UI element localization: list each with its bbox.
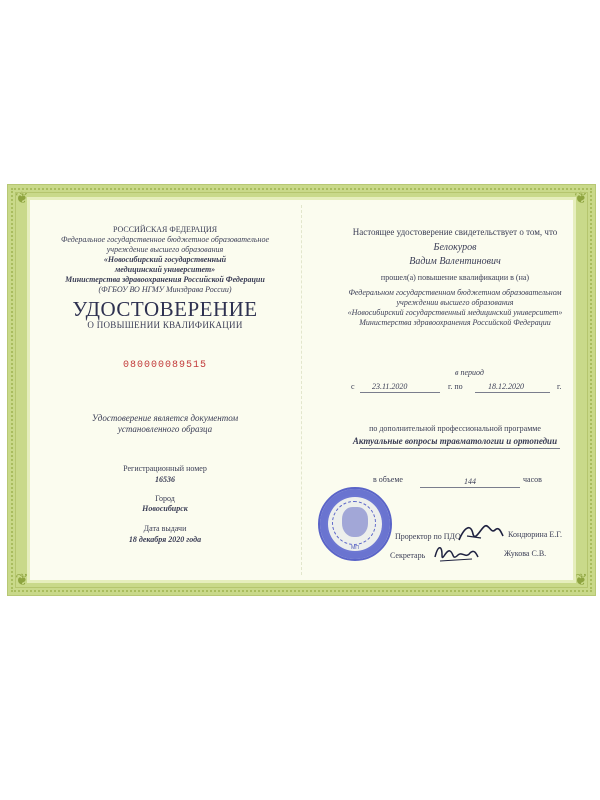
org-line: учреждение высшего образования xyxy=(106,245,224,254)
underline xyxy=(420,487,520,488)
document-title: УДОСТОВЕРЕНИЕ xyxy=(72,297,258,321)
prorector-label: Проректор по ПДО xyxy=(395,532,461,541)
holder-name: Вадим Валентинович xyxy=(409,256,501,267)
institution-line: Министерства здравоохранения Российской Федерации xyxy=(359,318,551,327)
doc-note: Удостоверение является документом xyxy=(91,413,239,423)
doc-note: установленного образца xyxy=(117,424,213,434)
hours-label: часов xyxy=(523,475,542,484)
passed-text: прошел(а) повышение квалификации в (на) xyxy=(380,273,530,282)
seal-icon xyxy=(318,487,392,561)
city-value: Новосибирск xyxy=(142,504,188,513)
intro-text: Настоящее удостоверение свидетельствует о том, что xyxy=(352,227,558,237)
date-from: 23.11.2020 xyxy=(372,382,408,391)
program-title: Актуальные вопросы травматологии и ортопедии xyxy=(352,436,558,446)
signature-icon xyxy=(432,541,482,567)
org-line: (ФГБОУ ВО НГМУ Минздрава России) xyxy=(98,285,232,294)
corner-ornament-icon: ❦ xyxy=(574,572,588,589)
date-to: 18.12.2020 xyxy=(488,382,524,391)
org-line: Министерства здравоохранения Российской Федерации xyxy=(65,275,265,284)
fold-line xyxy=(301,205,302,575)
corner-ornament-icon: ❦ xyxy=(15,572,29,589)
program-label: по дополнительной профессиональной программе xyxy=(369,424,541,433)
document-subtitle: О ПОВЫШЕНИИ КВАЛИФИКАЦИИ xyxy=(87,320,243,330)
serial-number: 080000089515 xyxy=(122,360,207,371)
org-line: Федеральное государственное бюджетное образовательное xyxy=(60,235,270,244)
issue-date-label: Дата выдачи xyxy=(143,524,187,533)
underline xyxy=(360,392,440,393)
prorector-name: Кондюрина Е.Г. xyxy=(508,530,562,539)
hours-value: 144 xyxy=(464,477,476,486)
to-label: г. по xyxy=(448,382,463,391)
seal-text: МП xyxy=(351,545,359,551)
institution-line: «Новосибирский государственный медицинский университет» xyxy=(347,308,563,317)
reg-number-label: Регистрационный номер xyxy=(123,464,207,473)
secretary-label: Секретарь xyxy=(390,551,426,560)
underline xyxy=(475,392,550,393)
holder-surname: Белокуров xyxy=(433,242,477,253)
reg-number-value: 16536 xyxy=(155,475,175,484)
country-label: РОССИЙСКАЯ ФЕДЕРАЦИЯ xyxy=(112,225,218,234)
period-label: в период xyxy=(455,368,484,377)
institution-line: учреждении высшего образования xyxy=(396,298,514,307)
org-line: медицинский университет» xyxy=(114,265,216,274)
issue-date-value: 18 декабря 2020 года xyxy=(128,535,202,544)
underline xyxy=(360,448,560,449)
corner-ornament-icon: ❦ xyxy=(574,190,588,207)
volume-label: в объеме xyxy=(373,475,403,484)
coat-of-arms-icon xyxy=(342,507,368,537)
year-suffix: г. xyxy=(557,382,562,391)
institution-line: Федеральном государственном бюджетном образовательном xyxy=(348,288,562,297)
org-line: «Новосибирский государственный xyxy=(103,255,227,264)
from-label: с xyxy=(351,382,355,391)
corner-ornament-icon: ❦ xyxy=(15,190,29,207)
city-label: Город xyxy=(155,494,175,503)
secretary-name: Жукова С.В. xyxy=(504,549,547,558)
